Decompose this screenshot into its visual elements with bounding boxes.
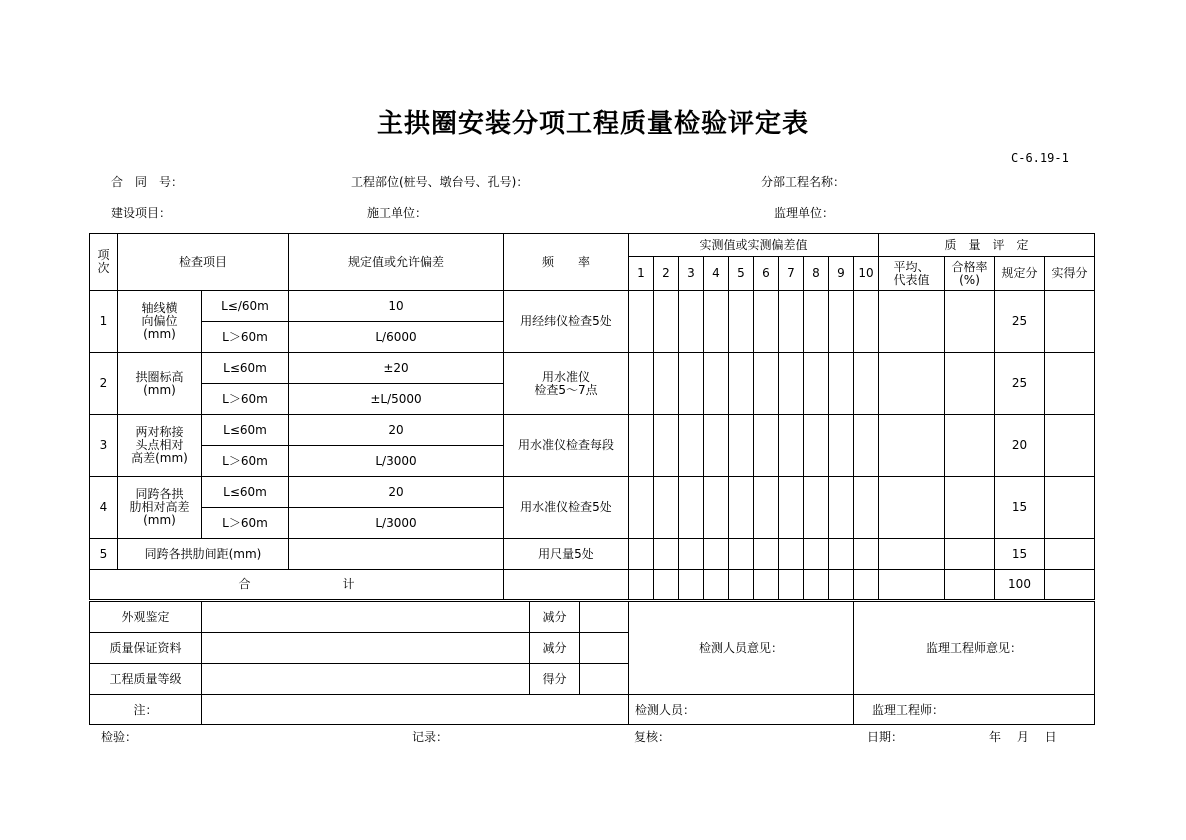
measure-cell[interactable] — [729, 477, 754, 539]
actual-score-cell[interactable] — [1045, 415, 1095, 477]
measure-cell[interactable] — [629, 415, 654, 477]
pass-rate-cell[interactable] — [945, 477, 995, 539]
header-actual-score: 实得分 — [1045, 257, 1095, 291]
row-value: 20 — [289, 477, 504, 508]
header-pass-rate: 合格率 (%) — [945, 257, 995, 291]
deduct-label-1: 减分 — [530, 602, 580, 633]
avg-cell[interactable] — [879, 570, 945, 600]
table-row — [90, 353, 1095, 384]
measure-cell[interactable] — [779, 291, 804, 353]
row-no: 2 — [90, 353, 118, 415]
grade-field[interactable] — [202, 664, 530, 695]
project-part-label: 工程部位(桩号、墩台号、孔号)： — [351, 175, 529, 189]
row-no: 3 — [90, 415, 118, 477]
row-item: 轴线横 向偏位 (mm) — [118, 291, 202, 353]
measure-cell[interactable] — [754, 539, 779, 570]
grade-label: 工程质量等级 — [90, 664, 202, 695]
table-row — [90, 477, 1095, 508]
measure-cell[interactable] — [679, 353, 704, 415]
avg-cell[interactable] — [879, 415, 945, 477]
form-code: C-6.19-1 — [1011, 151, 1069, 165]
row-value: L/6000 — [289, 322, 504, 353]
measure-cell[interactable] — [629, 477, 654, 539]
measure-cell[interactable] — [629, 570, 654, 600]
measure-cell[interactable] — [829, 415, 854, 477]
row-frequency: 用水准仪检查每段 — [504, 415, 629, 477]
note-field[interactable] — [202, 695, 629, 725]
deduct-label-2: 减分 — [530, 633, 580, 664]
construction-unit-label: 施工单位： — [367, 206, 428, 220]
table-row — [90, 415, 1095, 446]
measure-col-10: 10 — [854, 257, 879, 291]
actual-score-cell[interactable] — [1045, 477, 1095, 539]
supervisor-opinion[interactable]: 监理工程师意见： — [854, 602, 1095, 695]
appearance-label: 外观鉴定 — [90, 602, 202, 633]
measure-cell[interactable] — [654, 415, 679, 477]
page-title: 主拱圈安装分项工程质量检验评定表 — [376, 109, 809, 139]
measure-cell[interactable] — [854, 415, 879, 477]
measure-col-4: 4 — [704, 257, 729, 291]
avg-cell[interactable] — [879, 539, 945, 570]
inspection-table — [89, 233, 1095, 600]
measure-col-7: 7 — [779, 257, 804, 291]
row-item: 拱圈标高 (mm) — [118, 353, 202, 415]
measure-cell[interactable] — [654, 477, 679, 539]
header-spec-score: 规定分 — [995, 257, 1045, 291]
measure-cell[interactable] — [629, 353, 654, 415]
measure-cell[interactable] — [704, 570, 729, 600]
measure-cell[interactable] — [729, 570, 754, 600]
pass-rate-cell[interactable] — [945, 415, 995, 477]
row-value: 10 — [289, 291, 504, 322]
table-row — [90, 291, 1095, 322]
measure-col-9: 9 — [829, 257, 854, 291]
measure-col-3: 3 — [679, 257, 704, 291]
row-no: 4 — [90, 477, 118, 539]
measure-cell[interactable] — [829, 291, 854, 353]
contract-no-label: 合 同 号： — [111, 175, 184, 189]
measure-cell[interactable] — [854, 570, 879, 600]
measure-cell[interactable] — [754, 415, 779, 477]
measure-cell[interactable] — [729, 291, 754, 353]
measure-col-6: 6 — [754, 257, 779, 291]
measure-cell[interactable] — [829, 570, 854, 600]
measure-cell[interactable] — [679, 539, 704, 570]
row-frequency: 用水准仪 检查5～7点 — [504, 353, 629, 415]
actual-score-cell[interactable] — [1045, 353, 1095, 415]
total-label — [90, 570, 504, 600]
header-check-item: 检查项目 — [118, 234, 289, 291]
measure-cell[interactable] — [654, 353, 679, 415]
table-row — [90, 539, 1095, 570]
pass-rate-cell[interactable] — [945, 570, 995, 600]
measure-cell[interactable] — [854, 291, 879, 353]
measure-cell[interactable] — [754, 291, 779, 353]
total-row — [90, 570, 1095, 600]
note-label: 注： — [90, 695, 202, 725]
row-item: 同跨各拱肋间距(mm) — [118, 539, 289, 570]
spec-score: 20 — [995, 415, 1045, 477]
footer-date: 日期： — [867, 730, 904, 744]
measure-cell[interactable] — [829, 353, 854, 415]
avg-cell[interactable] — [879, 291, 945, 353]
measure-cell[interactable] — [779, 415, 804, 477]
measure-cell[interactable] — [654, 539, 679, 570]
actual-total-cell[interactable] — [1045, 570, 1095, 600]
pass-rate-cell[interactable] — [945, 539, 995, 570]
header-quality: 质 量 评 定 — [879, 234, 1095, 257]
deduct-field-2[interactable] — [580, 633, 629, 664]
measure-cell[interactable] — [804, 291, 829, 353]
appearance-field[interactable] — [202, 602, 530, 633]
measure-cell[interactable] — [754, 353, 779, 415]
division-name-label: 分部工程名称： — [761, 175, 846, 189]
measure-cell[interactable] — [654, 570, 679, 600]
spec-score: 15 — [995, 539, 1045, 570]
header-item-no: 项 次 — [90, 234, 118, 291]
avg-cell[interactable] — [879, 477, 945, 539]
header-avg: 平均、 代表值 — [879, 257, 945, 291]
row-sub: L≤/60m — [202, 291, 289, 322]
measure-cell[interactable] — [679, 415, 704, 477]
measure-cell[interactable] — [729, 415, 754, 477]
header-measured: 实测值或实测偏差值 — [629, 234, 879, 257]
measure-cell[interactable] — [679, 291, 704, 353]
measure-cell[interactable] — [779, 570, 804, 600]
actual-score-cell[interactable] — [1045, 539, 1095, 570]
total-label-b: 计 — [342, 577, 355, 591]
quality-docs-field[interactable] — [202, 633, 530, 664]
measure-cell[interactable] — [854, 353, 879, 415]
measure-col-2: 2 — [654, 257, 679, 291]
supervision-unit-label: 监理单位： — [774, 206, 835, 220]
row-sub: L＞60m — [202, 508, 289, 539]
total-label-a: 合 — [238, 577, 251, 591]
construction-project-label: 建设项目： — [111, 206, 172, 220]
score-label: 得分 — [530, 664, 580, 695]
row-item: 同跨各拱 肋相对高差 (mm) — [118, 477, 202, 539]
row-sub: L＞60m — [202, 384, 289, 415]
row-no: 5 — [90, 539, 118, 570]
measure-cell[interactable] — [679, 570, 704, 600]
measure-cell[interactable] — [829, 539, 854, 570]
row-no: 1 — [90, 291, 118, 353]
row-frequency: 用经纬仪检查5处 — [504, 291, 629, 353]
measure-cell[interactable] — [804, 570, 829, 600]
measure-cell[interactable] — [704, 415, 729, 477]
row-value: ±L/5000 — [289, 384, 504, 415]
row-value: L/3000 — [289, 508, 504, 539]
measure-col-5: 5 — [729, 257, 754, 291]
measure-cell[interactable] — [679, 477, 704, 539]
spec-score: 15 — [995, 477, 1045, 539]
measure-cell[interactable] — [629, 291, 654, 353]
row-value: ±20 — [289, 353, 504, 384]
spec-score: 25 — [995, 353, 1045, 415]
pass-rate-cell[interactable] — [945, 291, 995, 353]
avg-cell[interactable] — [879, 353, 945, 415]
measure-cell[interactable] — [829, 477, 854, 539]
row-item: 两对称接 头点相对 高差(mm) — [118, 415, 202, 477]
measure-cell[interactable] — [804, 415, 829, 477]
measure-cell[interactable] — [654, 291, 679, 353]
row-sub: L＞60m — [202, 446, 289, 477]
footer-check: 检验： — [101, 730, 138, 744]
quality-docs-label: 质量保证资料 — [90, 633, 202, 664]
total-frequency-cell — [504, 570, 629, 600]
header-frequency: 频 率 — [504, 234, 629, 291]
row-sub: L≤60m — [202, 353, 289, 384]
header-spec-value: 规定值或允许偏差 — [289, 234, 504, 291]
row-frequency: 用尺量5处 — [504, 539, 629, 570]
measure-cell[interactable] — [854, 477, 879, 539]
score-field[interactable] — [580, 664, 629, 695]
measure-cell[interactable] — [754, 570, 779, 600]
measure-col-8: 8 — [804, 257, 829, 291]
inspector-opinion[interactable]: 检测人员意见： — [629, 602, 854, 695]
row-sub: L＞60m — [202, 322, 289, 353]
measure-cell[interactable] — [804, 353, 829, 415]
pass-rate-cell[interactable] — [945, 353, 995, 415]
measure-cell[interactable] — [704, 353, 729, 415]
measure-cell[interactable] — [854, 539, 879, 570]
measure-cell[interactable] — [729, 353, 754, 415]
footer-ymd: 年 月 日 — [989, 730, 1057, 744]
footer-review: 复核： — [634, 730, 671, 744]
footer-record: 记录： — [412, 730, 449, 744]
measure-cell[interactable] — [729, 539, 754, 570]
row-value-empty[interactable] — [289, 539, 504, 570]
measure-col-1: 1 — [629, 257, 654, 291]
measure-cell[interactable] — [779, 539, 804, 570]
row-frequency: 用水准仪检查5处 — [504, 477, 629, 539]
row-value: L/3000 — [289, 446, 504, 477]
row-value: 20 — [289, 415, 504, 446]
measure-cell[interactable] — [754, 477, 779, 539]
inspector-sign[interactable]: 检测人员： — [629, 695, 854, 725]
total-score: 100 — [995, 570, 1045, 600]
row-sub: L≤60m — [202, 477, 289, 508]
supervisor-sign[interactable]: 监理工程师： — [854, 695, 1095, 725]
measure-cell[interactable] — [779, 353, 804, 415]
measure-cell[interactable] — [704, 539, 729, 570]
actual-score-cell[interactable] — [1045, 291, 1095, 353]
measure-cell[interactable] — [704, 291, 729, 353]
measure-cell[interactable] — [804, 539, 829, 570]
row-sub: L≤60m — [202, 415, 289, 446]
measure-cell[interactable] — [779, 477, 804, 539]
deduct-field-1[interactable] — [580, 602, 629, 633]
measure-cell[interactable] — [804, 477, 829, 539]
measure-cell[interactable] — [629, 539, 654, 570]
measure-cell[interactable] — [704, 477, 729, 539]
spec-score: 25 — [995, 291, 1045, 353]
evaluation-table — [89, 601, 1095, 725]
